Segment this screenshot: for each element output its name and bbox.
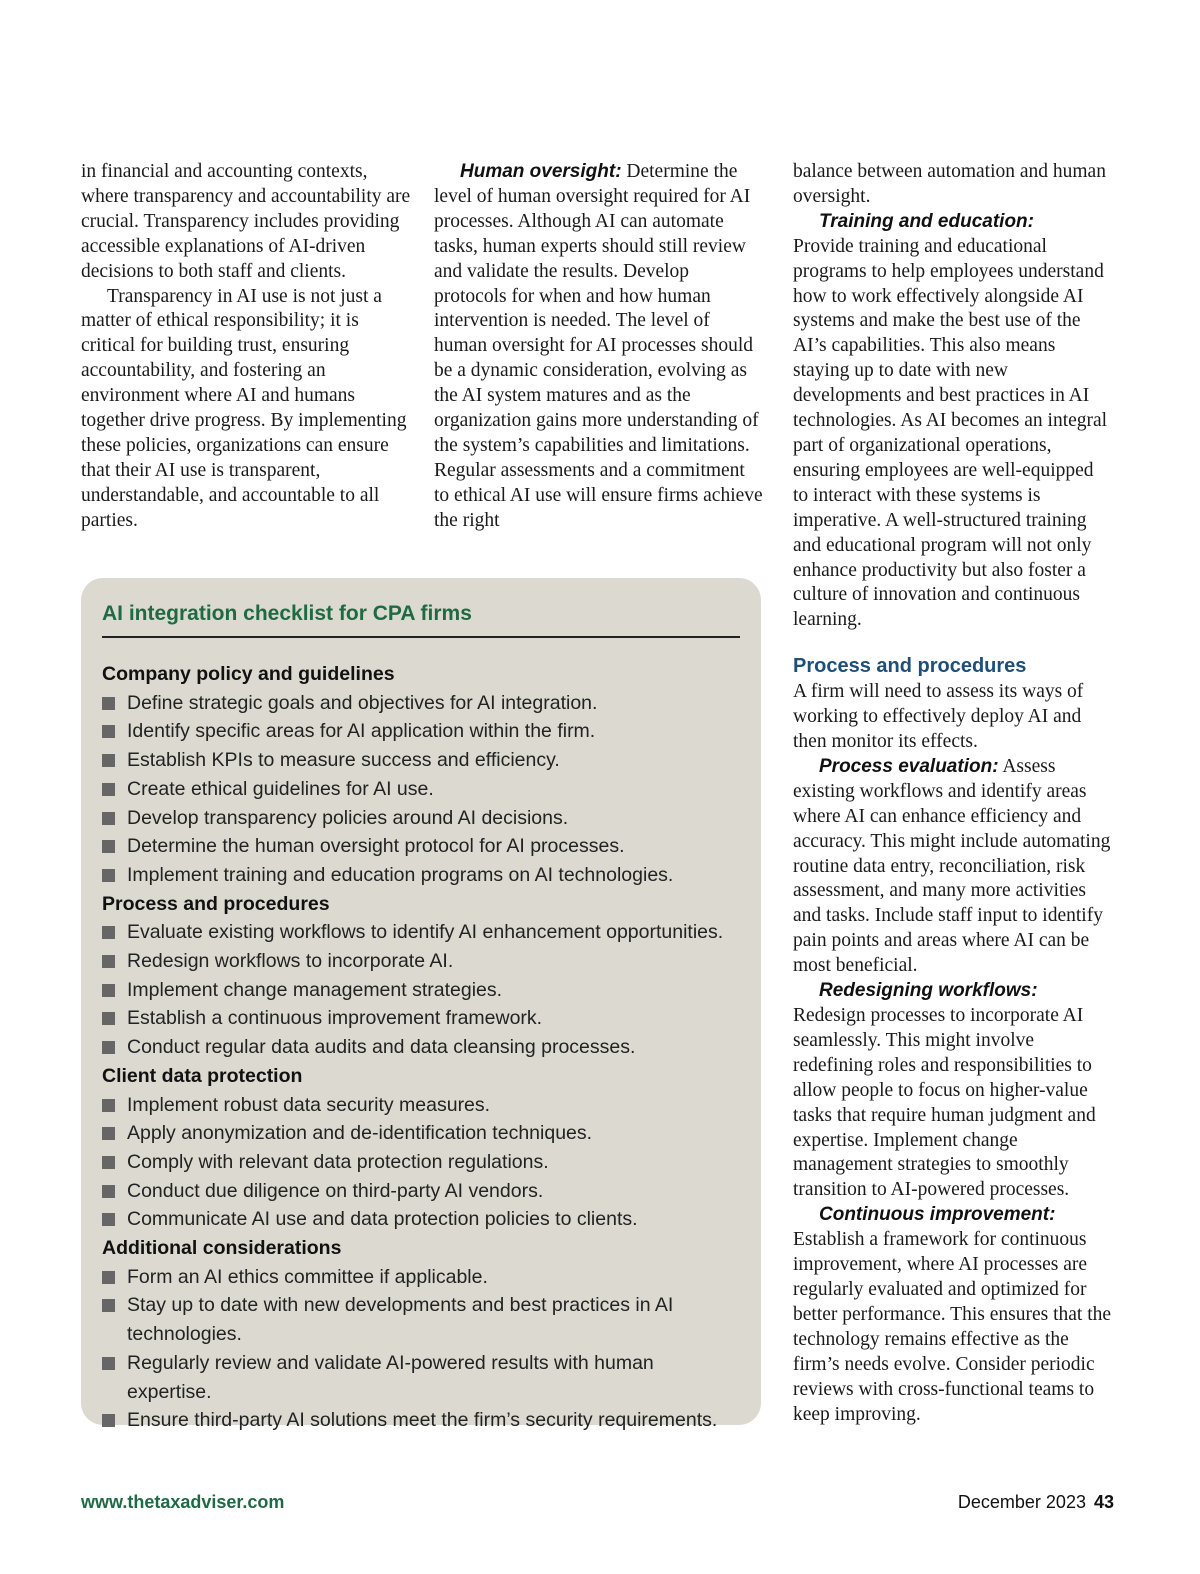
square-bullet-icon (102, 1213, 115, 1226)
page-number: 43 (1093, 1492, 1114, 1512)
checklist-item-text: Conduct regular data audits and data cleansing processes. (127, 1036, 636, 1059)
checklist-item-text: Define strategic goals and objectives for AI integration. (127, 691, 598, 714)
checklist-item-text: Form an AI ethics committee if applicable. (127, 1265, 488, 1288)
checklist-item-text: Conduct due diligence on third-party AI vendors. (127, 1179, 544, 1202)
body-paragraph (793, 210, 1113, 633)
article-column-2 (434, 160, 764, 534)
checklist-item-text: Establish a continuous improvement framework. (127, 1007, 543, 1030)
square-bullet-icon (102, 984, 115, 997)
checklist-item (102, 1406, 740, 1435)
body-paragraph: in financial and accounting contexts, where transparency and accountability are crucial. Transparency includes providing accessible explanations of AI-driven decisions to both staff and clients. (81, 161, 411, 282)
checklist-item (102, 1205, 740, 1234)
checklist-item-text: Implement training and education programs on AI technologies. (127, 863, 674, 886)
checklist-item-text: Implement robust data security measures. (127, 1093, 491, 1116)
checklist-item (102, 1263, 740, 1292)
checklist-item-text: Comply with relevant data protection regulations. (127, 1150, 549, 1173)
checklist-item (102, 976, 740, 1005)
checklist-item-text: Regularly review and validate AI-powered results with human expertise. (127, 1351, 654, 1403)
run-in-heading: Human oversight: (460, 161, 622, 182)
paragraph-text: Redesign processes to incorporate AI seamlessly. This might involve redefining roles and responsibilities to allow people to focus on higher-value tasks that require human judgment and expertise. Implement change management strategies to smoothly transition to AI-powered processes. (793, 1005, 1096, 1201)
paragraph-text: Determine the level of human oversight required for AI processes. Although AI can automate tasks, human experts should still review and validate the results. Develop protocols for when and how human intervention is needed. The level of human oversight for AI processes should be a dynamic consideration, evolving as the AI system matures and as the organization gains more understanding of the system’s capabilities and limitations. Regular assessments and a commitment to ethical AI use will ensure firms achieve the right (434, 161, 763, 531)
paragraph-text: Assess existing workflows and identify areas where AI can enhance efficiency and accuracy. This might include automating routine data entry, reconciliation, risk assessment, and many more activities and tasks. Include staff input to identify pain points and areas where AI can be most beneficial. (793, 755, 1111, 977)
square-bullet-icon (102, 1012, 115, 1025)
checklist-item (102, 1349, 740, 1406)
paragraph-text: Establish a framework for continuous improvement, where AI processes are regularly evaluated and optimized for better performance. This ensures that the technology remains effective as the firm’s needs evolve. Consider periodic reviews with cross-functional teams to keep improving. (793, 1229, 1112, 1425)
body-paragraph: balance between automation and human oversight. (793, 161, 1106, 207)
checklist-item (102, 717, 740, 746)
checklist-item-text: Ensure third-party AI solutions meet the firm’s security requirements. (127, 1409, 718, 1432)
checklist-item (102, 1177, 740, 1206)
footer-date: December 2023 (957, 1492, 1086, 1512)
square-bullet-icon (102, 1414, 115, 1427)
checklist-body (102, 660, 740, 1435)
checklist-title: AI integration checklist for CPA firms (102, 600, 740, 638)
run-in-heading: Training and education: (819, 210, 1034, 232)
checklist-item-text: Apply anonymization and de-identification techniques. (127, 1122, 593, 1145)
body-paragraph: Transparency in AI use is not just a matter of ethical responsibility; it is critical for building trust, ensuring accountability, and fostering an environment where AI and humans together drive progress. By implementing these policies, organizations can ensure that their AI use is transparent, understandable, and accountable to all parties. (81, 285, 407, 531)
square-bullet-icon (102, 955, 115, 968)
checklist-item (102, 1091, 740, 1120)
checklist-section-heading: Process and procedures (102, 892, 330, 915)
body-paragraph (793, 1203, 1113, 1427)
square-bullet-icon (102, 1099, 115, 1112)
square-bullet-icon (102, 1357, 115, 1370)
article-column-1 (81, 160, 411, 534)
square-bullet-icon (102, 926, 115, 939)
square-bullet-icon (102, 725, 115, 738)
checklist-item-text: Redesign workflows to incorporate AI. (127, 950, 454, 973)
checklist-item-text: Implement change management strategies. (127, 978, 503, 1001)
square-bullet-icon (102, 1127, 115, 1140)
article-column-3 (793, 160, 1113, 1427)
square-bullet-icon (102, 697, 115, 710)
footer-url: www.thetaxadviser.com (81, 1492, 285, 1512)
checklist-item-text: Determine the human oversight protocol for AI processes. (127, 835, 625, 858)
checklist-item (102, 1291, 740, 1348)
body-paragraph (793, 979, 1113, 1203)
square-bullet-icon (102, 754, 115, 767)
checklist-section-heading: Company policy and guidelines (102, 663, 395, 685)
checklist-item-text: Establish KPIs to measure success and efficiency. (127, 749, 560, 772)
checklist-item (102, 1148, 740, 1177)
checklist-item (102, 775, 740, 804)
body-paragraph (793, 755, 1113, 979)
checklist-item-text: Identify specific areas for AI application within the firm. (127, 720, 596, 743)
checklist-section-heading: Additional considerations (102, 1237, 342, 1260)
run-in-heading: Continuous improvement: (819, 1204, 1056, 1226)
checklist-item-text: Evaluate existing workflows to identify AI enhancement opportunities. (127, 921, 724, 944)
checklist-item (102, 1004, 740, 1033)
square-bullet-icon (102, 840, 115, 853)
checklist-item (102, 1033, 740, 1062)
run-in-heading: Process evaluation: (819, 755, 999, 777)
paragraph-text: Provide training and educational programs to help employees understand how to work effectively alongside AI systems and make the best use of the AI’s capabilities. This also means staying up to date with new developments and best practices in AI technologies. As AI becomes an integral part of organizational operations, ensuring employees are well-equipped to interact with these systems is imperative. A well-structured training and educational program will not only enhance productivity but also foster a culture of innovation and continuous learning. (793, 235, 1108, 631)
footer-date-page (958, 1492, 1114, 1513)
square-bullet-icon (102, 1299, 115, 1312)
body-paragraph (434, 160, 764, 534)
checklist-item-text: Communicate AI use and data protection policies to clients. (127, 1208, 638, 1231)
checklist-item (102, 861, 740, 890)
checklist-item (102, 918, 740, 947)
checklist-item (102, 1119, 740, 1148)
run-in-heading: Redesigning workflows: (819, 980, 1038, 1002)
square-bullet-icon (102, 1185, 115, 1198)
checklist-item (102, 804, 740, 833)
square-bullet-icon (102, 783, 115, 796)
checklist-sidebar (81, 578, 761, 1432)
checklist-item (102, 689, 740, 718)
checklist-item-text: Develop transparency policies around AI decisions. (127, 806, 569, 829)
body-paragraph: A firm will need to assess its ways of working to effectively deploy AI and then monitor its effects. (793, 681, 1084, 753)
checklist-item-text: Stay up to date with new developments and best practices in AI technologies. (127, 1294, 674, 1346)
checklist-item-text: Create ethical guidelines for AI use. (127, 777, 434, 800)
checklist-item (102, 947, 740, 976)
square-bullet-icon (102, 869, 115, 882)
square-bullet-icon (102, 1271, 115, 1284)
section-heading: Process and procedures (793, 655, 1027, 678)
checklist-item (102, 832, 740, 861)
checklist-item (102, 746, 740, 775)
square-bullet-icon (102, 1041, 115, 1054)
checklist-section-heading: Client data protection (102, 1064, 303, 1087)
square-bullet-icon (102, 1156, 115, 1169)
square-bullet-icon (102, 812, 115, 825)
